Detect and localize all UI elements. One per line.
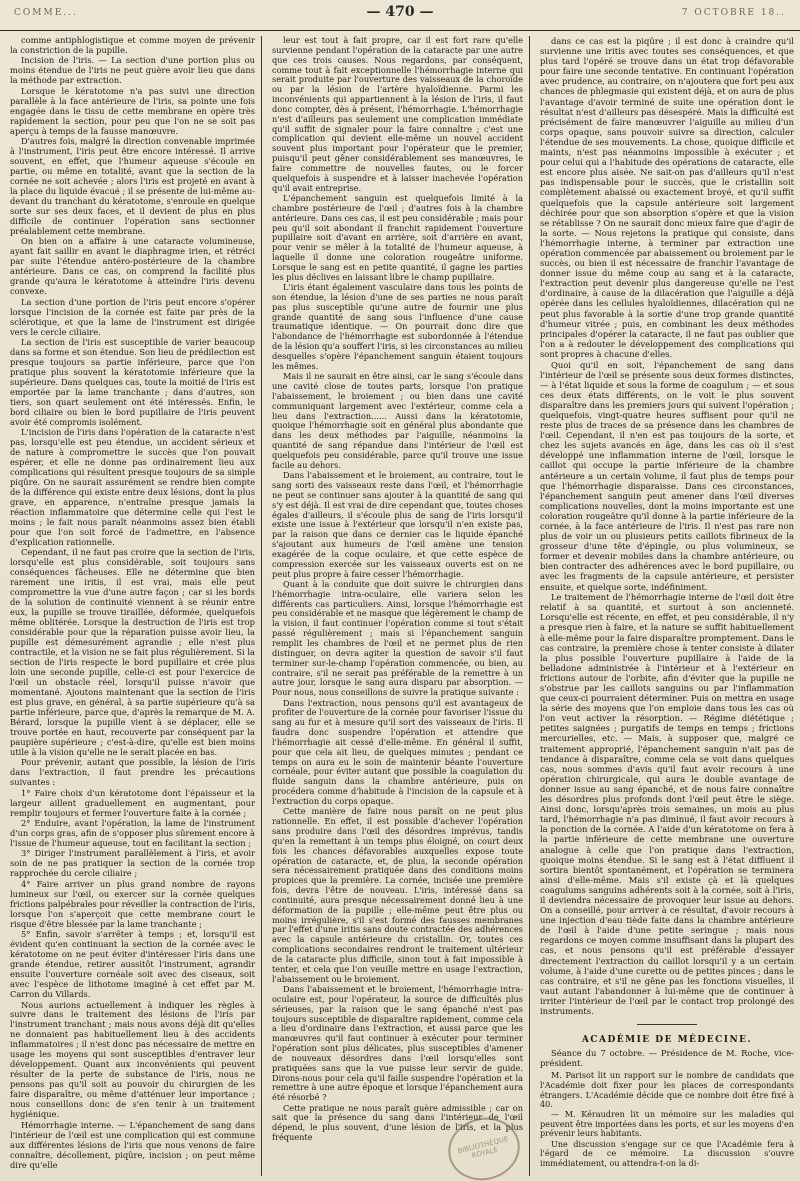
col2-paragraph: L'iris étant également vasculaire dans tous les points de son étendue, la lésion d'une de ses parties ne nous paraît pas plus susceptible qu'une autre de fournir une plus grande quantité de sang sous l'influence d'une cause traumatique identique. — On pourrait donc dire que l'abondance de l'hémorrhagie est subordonnée à l'étendue de la lésion qu'a souffert l'iris, si les circonstances au milieu desquelles s'opère l'épanchement sanguin étaient toujours les mêmes.: [272, 282, 523, 371]
col2-paragraph: Cette pratique ne nous paraît guère admissible ; car on sait que la présence du sang dans l'intérieur de l'œil dépend, le plus souvent, d'une lésion de l'iris, et la plus fréquente: [272, 1102, 523, 1143]
col3-paragraph: dans ce cas est la piqûre ; il est donc à craindre qu'il survienne une iritis avec toutes ses conséquences, et que plus tard l'opéré se trouve dans un état trop défavorable pour faire une seconde tentative. En continuant l'opération avec prudence, au contraire, on n'ajoutera que fort peu aux chances de phlegmasie qui existent déjà, et on aura de plus l'avantage d'avoir terminé de suite une opération dont le résultat n'est d'ailleurs pas désespéré. Mais la difficulté est précisément de faire manœuvrer l'aiguille au milieu d'un corps opaque, sans pouvoir suivre sa direction, calculer l'étendue de ses mouvements. La chose, quoique difficile et maints, n'est pas néanmoins impossible à exécuter ; et pour celui qui a l'habitude des opérations de cataracte, elle est encore plus aisée. Ne sait-on pas d'ailleurs qu'il n'est pas indispensable pour le succès, que le cristallin soit complètement abaissé ou exactement broyé, et qu'il suffit quelquefois que la capsule antérieure soit largement déchirée pour que son absorption s'opère et que la vision se rétablisse ? On ne saurait donc mieux faire que d'agir de la sorte. — Nous rejetons la pratique qui consiste, dans l'hémorrhagie interne, à terminer par extraction une opération commencée par abaissement ou broiement par le succès, ou bien il est nécessaire de franchir l'avantage de donner issue du même coup au sang et à la cataracte, l'extraction peut devenir plus dangereuse qu'elle ne l'est d'ordinaire, à cause de la dilacération que l'aiguille a déjà opérée dans les cellules hyaloïdiennes, dilacération qui ne peut plus favorable à la sortie d'une trop grande quantité d'humeur vitrée ; puis, en combinant les deux méthodes principales d'opérer la cataracte, il ne faut pas oublier que l'on a à redouter le développement des complications qui sont propres à chacune d'elles.: [540, 36, 794, 359]
column-2: [261, 36, 529, 1176]
section-divider: [637, 1024, 697, 1025]
col1-paragraph: 2° Enduire, avant l'opération, la lame de l'instrument d'un corps gras, afin de s'opposer plus sûrement encore à l'issue de l'humeur aqueuse, tout en facilitant la section ;: [10, 818, 255, 848]
stamp-text: BIBLIOTHÈQUE ROYALE: [456, 1134, 510, 1161]
text-columns: [0, 36, 800, 1176]
academie-item: Une discussion s'engage sur ce que l'Académie fera à l'égard de ce mémoire. La discussion s'ouvre immédiatement, ou attendra-t-on la di-: [540, 1138, 794, 1168]
col1-paragraph: La section d'une portion de l'iris peut encore s'opérer lorsque l'incision de la cornée est faite par près de la sclérotique, et que la lame de l'instrument est dirigée vers le cercle ciliaire.: [10, 296, 255, 337]
academie-item: — M. Kéraudren lit un mémoire sur les maladies qui peuvent être importées dans les ports, et sur les moyens d'en prévenir leurs habitants.: [540, 1109, 794, 1139]
col1-paragraph: 3° Diriger l'instrument parallèlement à l'iris, et avoir soin de ne pas pratiquer la section de la cornée trop rapprochée du cercle ciliaire ;: [10, 848, 255, 879]
col2-paragraph: Dans l'extraction, nous pensons qu'il est avantageux de profiter de l'ouverture de la cornée pour favoriser l'issue du sang au fur et à mesure qu'il sort des vaisseaux de l'iris. Il faudra donc suspendre l'opération et attendre que l'hémorrhagie ait cessé d'elle-même. En général il suffit, pour que cela ait lieu, de quelques minutes ; pendant ce temps on aura eu le soin de maintenir béante l'ouverture cornéale, pour éviter autant que possible la coagulation du fluide sanguin dans la chambre antérieure, puis on procédera comme d'habitude à l'incision de la capsule et à l'extraction du corps opaque.: [272, 697, 523, 806]
page-header: [0, 0, 800, 31]
col2-paragraph: Quant à la conduite que doit suivre le chirurgien dans l'hémorrhagie intra-oculaire, elle variera selon les différents cas particuliers. Ainsi, lorsque l'hémorrhagie est peu considérable et ne masque que légèrement le champ de la vision, il faut continuer l'opération comme si tout s'était passé régulièrement ; mais si l'épanchement sanguin remplit les chambres de l'œil et ne permet plus de rien distinguer, on devra agiter la question de savoir s'il faut terminer sur-le-champ l'opération commencée, ou bien, au contraire, s'il ne serait pas préférable de la remettre à un autre jour, lorsque le sang aura disparu par absorption. — Pour nous, nous conseillons de suivre la pratique suivante :: [272, 578, 523, 698]
page-number: — 470 —: [366, 4, 434, 20]
column-1: [0, 36, 261, 1176]
col1-paragraph: Nous aurions actuellement à indiquer les règles à suivre dans le traitement des lésions de l'iris par l'instrument tranchant ; mais nous avons déjà dit qu'elles ne donnaient pas habituellement lieu à des accidents inflammatoires ; il n'est donc pas nécessaire de mettre en usage les moyens qui sont susceptibles d'entraver leur développement. Quant aux inconvénients qui peuvent résulter de la perte de substance de l'iris, nous ne pensons pas qu'il soit au pouvoir du chirurgien de les faire disparaître, ou même d'atténuer leur importance ; nous conseillons donc de s'en tenir à un traitement hygiénique.: [10, 999, 255, 1120]
col3-paragraph: Quoi qu'il en soit, l'épanchement de sang dans l'intérieur de l'œil se présente sous deux formes distinctes, — à l'état liquide et sous la forme de coagulum ; — et sous ces deux états différents, on le voit le plus souvent disparaître dans les premiers jours qui suivent l'opération ; quelquefois, vingt-quatre heures suffisent pour qu'il ne reste plus de traces de sa présence dans les chambres de l'œil. Cependant, il n'en est pas toujours de la sorte, et chez les sujets avancés en âge, dans les cas où il s'est développé une inflammation interne de l'œil, lorsque le caillot qui occupe la partie inférieure de la chambre antérieure a un certain volume, il faut plus de temps pour que l'hémorrhagie disparaisse. Dans ces circonstances, l'épanchement sanguin peut amener dans l'œil diverses complications nouvelles, dont la moins importante est une coloration rougeâtre qu'il donne à la partie inférieure de la cornée, à la face antérieure de l'iris. Il n'est pas rare non plus de voir un ou plusieurs petits caillots fibrineux de la grosseur d'une tête d'épingle, ou plus volumineux, se former et devenir mobiles dans la chambre antérieure, ou bien contracter des adhérences avec le bord pupillaire, ou avec les fragments de la capsule antérieure, et persister ensuite, et quelque sorte, indéfiniment.: [540, 359, 794, 592]
seance-line: Séance du 7 octobre. — Présidence de M. Roche, vice-président.: [540, 1048, 794, 1069]
col1-paragraph: Incision de l'iris. — La section d'une portion plus ou moins étendue de l'iris ne peut guère avoir lieu que dans la méthode par extraction.: [10, 55, 255, 86]
col1-paragraph: 5° Enfin, savoir s'arrêter à temps ; et, lorsqu'il est évident qu'en continuant la section de la cornée avec le kératotome on ne peut éviter d'intéresser l'iris dans une grande étendue, retirer aussitôt l'instrument, agrandir ensuite l'ouverture cornéale soit avec des ciseaux, soit avec l'espèce de lithotome imaginé à cet effet par M. Carron du Villards.: [10, 929, 255, 1000]
col1-paragraph: comme antiphlogistique et comme moyen de prévenir la constriction de la pupille.: [10, 36, 255, 55]
col2-paragraph: Cette manière de faire nous paraît on ne peut plus rationnelle. En effet, il est possible d'achever l'opération sans produire dans l'œil des désordres imprévus, tandis qu'en la remettant à un temps plus éloigné, on court deux fois les chances défavorables auxquelles expose toute opération de cataracte, et, de plus, la seconde opération sera nécessairement pratiquée dans des conditions moins propices que la première. La cornée, incisée une première fois, devra l'être de nouveau. L'iris, intéressé dans sa continuité, aura presque nécessairement donné lieu à une déformation de la pupille ; elle-même peut être plus ou moins irrégulière, s'il s'est formé des fausses membranes par l'effet d'une iritis sans doute contractée des adhérences avec la capsule antérieure du cristallin. Or, toutes ces complications secondaires rendront le traitement ultérieur de la cataracte plus difficile, sinon tout à fait impossible à tenter, et cela que l'on veuille mettre en usage l'extraction, l'abaissement ou le broiement.: [272, 806, 523, 984]
col1-paragraph: Hémorrhagie interne. — L'épanchement de sang dans l'intérieur de l'œil est une complication qui est commune aux différentes lésions de l'iris que nous venons de faire connaître, décollement, piqûre, incision ; on peut même dire qu'elle: [10, 1119, 255, 1170]
column-3: [529, 36, 800, 1176]
academie-item: M. Parisot lit un rapport sur le nombre de candidats que l'Académie doit fixer pour les places de correspondants étrangers. L'Académie décide que ce nombre doit être fixé à 40.: [540, 1070, 794, 1110]
col2-paragraph: Mais il ne saurait en être ainsi, car le sang s'écoule dans une cavité close de toutes parts, lorsque l'on pratique l'abaissement, le broiement ; ou bien dans une cavité communiquant largement avec l'extérieur, comme cela a lieu dans l'extraction...... Aussi dans la kératotomie, quoique l'hémorrhagie soit en général plus abondante que dans les deux méthodes par l'aiguille, néanmoins la quantité de sang répandue dans l'intérieur de l'œil est quelquefois peu considérable, parce qu'il trouve une issue facile au dehors.: [272, 371, 523, 470]
header-right: 7 OCTOBRE 18..: [681, 8, 786, 18]
col1-paragraph: Lorsque le kératotome n'a pas suivi une direction parallèle à la face antérieure de l'iris, sa pointe une fois engagée dans le tissu de cette membrane en opère très rapidement la section, pour peu que l'on ne se soit pas aperçu à temps de la fausse manœuvre.: [10, 85, 255, 136]
col1-paragraph: D'autres fois, malgré la direction convenable imprimée à l'instrument, l'iris peut être encore intéressé. Il arrive souvent, en effet, que l'humeur aqueuse s'écoule en partie, ou même en totalité, avant que la section de la cornée ne soit achevée ; alors l'iris est projeté en avant à la place du liquide évacué ; il se présente de lui-même au-devant du tranchant du kératotome, s'enroule en quelque sorte sur ses deux faces, et il devient de plus en plus difficile de continuer l'opération sans sectionner préalablement cette membrane.: [10, 136, 255, 236]
col2-paragraph: Dans l'abaissement et le broiement, l'hémorrhagie intra-oculaire est, pour l'opérateur, la source de difficultés plus sérieuses, par la raison que le sang épanché n'est pas toujours susceptible de disparaître rapidement, comme cela a lieu d'ordinaire dans l'extraction, et aussi parce que les manœuvres qu'il faut continuer à exécuter pour terminer l'opération sont plus délicates, plus susceptibles d'amener de nouveaux désordres dans l'œil lorsqu'elles sont pratiquées sans que la vue puisse leur servir de guide. Dirons-nous pour cela qu'il faille suspendre l'opération et la remettre à une autre époque et lorsque l'épanchement aura été résorbé ?: [272, 984, 523, 1103]
col1-paragraph: On bien on a affaire à une cataracte volumineuse, ayant fait saillir en avant le diaphragme irien, et rétréci par suite l'étendue antéro-postérieure de la chambre antérieure. Dans ce cas, on comprend la facilité plus grande qu'aura le kératotome à atteindre l'iris devenu convexe.: [10, 236, 255, 297]
column-3-body: [540, 36, 794, 1016]
col1-paragraph: 4° Faire arriver un plus grand nombre de rayons lumineux sur l'œil, ou exercer sur la cornée quelques frictions palpébrales pour réveiller la contraction de l'iris, lorsque l'on s'aperçoit que cette membrane court le risque d'être blessée par la lame tranchante ;: [10, 878, 255, 929]
col1-paragraph: L'incision de l'iris dans l'opération de la cataracte n'est pas, lorsqu'elle est peu étendue, un accident sérieux et de nature à compromettre le succès que l'on pouvait espérer, et elle ne donne pas ordinairement lieu aux complications qui résultent presque toujours de sa simple piqûre. On ne saurait assurément se rendre bien compte de la différence qui existe entre deux lésions, dont la plus grave, en apparence, n'entraîne presque jamais la réaction inflammatoire que détermine celle qui l'est le moins ; le fait nous paraît néanmoins assez bien établi pour que l'on soit forcé de l'admettre, en l'absence d'explication rationnelle.: [10, 427, 255, 547]
col1-paragraph: La section de l'iris est susceptible de varier beaucoup dans sa forme et son étendue. Son lieu de prédilection est presque toujours sa partie inférieure, parce que l'on pratique plus souvent la kératotomie inférieure que la supérieure. Dans quelques cas, toute la moitié de l'iris est emportée par la lame tranchante ; dans d'autres, son tiers, son quart seulement ont été intéressés. Enfin, le bord ciliaire ou bien le bord pupillaire de l'iris peuvent avoir été compromis isolément.: [10, 337, 255, 427]
header-left: COMME...: [14, 8, 78, 18]
academie-title: ACADÉMIE DE MÉDECINE.: [581, 1035, 753, 1046]
academie-items: [540, 1071, 794, 1168]
col3-paragraph: Le traitement de l'hémorrhagie interne de l'œil doit être relatif à sa quantité, et surtout à son ancienneté. Lorsqu'elle est récente, en effet, et peu considérable, il n'y a presque rien à faire, et la nature se suffit habituellement à elle-même pour la faire disparaître promptement. Dans le cas contraire, la première chose à tenter consiste à dilater la plus possible l'ouverture pupillaire à l'aide de la belladone administrée à l'intérieur et à l'extérieur en frictions autour de l'orbite, afin d'éviter que la pupille ne s'obstrue par les caillots sanguins ou par l'inflammation que ceux-ci pourraient déterminer. Puis on mettra en usage la série des moyens que l'on emploie dans tous les cas où l'on veut activer la résorption. — Régime diététique ; petites saignées ; purgatifs de temps en temps ; frictions mercurielles, etc. — Mais, à supposer que, malgré ce traitement approprié, l'épanchement sanguin n'ait pas de tendance à disparaître, comme cela se voit dans quelques cas, nous sommes d'avis qu'il faut avoir recours à une opération chirurgicale, qui aura le double avantage de donner issue au sang épanché, et de nous faire connaître les désordres plus profonds dont l'œil peut être le siège. Ainsi donc, lorsqu'après trois semaines, un mois au plus tard, l'hémorrhagie n'a pas diminué, il faut avoir recours à la ponction de la cornée. A l'aide d'un kératotome on fera à la partie inférieure de cette membrane une ouverture analogue à celle que l'on pratique dans l'extraction, quoique moins étendue. Si le sang est à l'état diffluent il sortira bientôt spontanément, et l'opération se terminera ainsi d'elle-même. Mais s'il existe çà et là quelques coagulums sanguins adhérents soit à la cornée, soit à l'iris, il deviendra nécessaire de provoquer leur issue au dehors. On a conseillé, pour arriver à ce résultat, d'avoir recours à une injection d'eau tiède faite dans la chambre antérieure de l'œil à l'aide d'une petite seringue ; mais nous regardons ce moyen comme insuffisant dans la plupart des cas, et nous pensons qu'il est préférable d'essayer directement l'extraction du caillot lorsqu'il y a un certain volume, à l'aide d'une curette ou de petites pinces ; dans le cas contraire, et s'il ne gêne pas les fonctions visuelles, il vaut autant l'abandonner à lui-même que de continuer à irriter l'intérieur de l'œil par le contact trop prolongé des instruments.: [540, 592, 794, 1016]
col2-paragraph: Dans l'abaissement et le broiement, au contraire, tout le sang sorti des vaisseaux reste dans l'œil, et l'hémorrhagie ne peut se continuer sans ajouter à la quantité de sang qui s'y est déjà. Il est vrai de dire cependant que, toutes choses égales d'ailleurs, il s'écoule plus de sang de l'iris lorsqu'il existe une issue à l'extérieur que lorsqu'il n'en existe pas, par la raison que dans ce dernier cas le liquide épanché s'ajoutant aux humeurs de l'œil amène une tension exagérée de la coque oculaire, et que cette espèce de compression exercée sur les vaisseaux ouverts est on ne peut plus propre à faire cesser l'hémorrhagie.: [272, 470, 523, 579]
col2-paragraph: leur est tout à fait propre, car il est fort rare qu'elle survienne pendant l'opération de la cataracte par une autre que ces trois causes. Nous regardons, par conséquent, comme tout à fait exceptionnelle l'hémorrhagie interne qui serait produite par l'ouverture des vaisseaux de la choroïde ou par la lésion de l'artère hyaloïdienne. Parmi les inconvénients qui appartiennent à la lésion de l'iris, il faut donc compter, dès à présent, l'hémorrhagie. L'hémorrhagie n'est d'ailleurs pas seulement une complication immédiate qu'il suffit de signaler pour la faire connaître ; c'est une complication qui devient elle-même un nouvel accident souvent plus important pour l'opérateur que le premier, puisqu'il peut gêner considérablement ses manœuvres, le faire commettre de nouvelles fautes, ou le forcer quelquefois à suspendre et à laisser inachevée l'opération qu'il avait entreprise.: [272, 36, 523, 193]
col1-paragraph: Cependant, il ne faut pas croire que la section de l'iris, lorsqu'elle est plus considérable, soit toujours sans conséquences fâcheuses. Elle ne détermine que bien rarement une iritis, il est vrai, mais elle peut compromettre la vue d'une autre façon ; car si les bords de la solution de continuité viennent à se réunir entre eux, la pupille se trouve tiraillée, déformée, quelquefois même oblitérée. Lorsque la destruction de l'iris est trop considérable pour que la réparation puisse avoir lieu, la pupille est démesurément agrandie ; elle n'est plus contractile, et la vision ne se fait plus régulièrement. Si la section de l'iris respecte le bord pupillaire et crée plus loin une seconde pupille, celle-ci est pour l'exercice de l'œil un obstacle réel, lorsqu'il puisse n'avoir que momentané. Ajoutons maintenant que la section de l'iris est plus grave, en général, à sa partie supérieure qu'à sa partie inférieure, parce que, d'après la remarque de M. A. Bérard, lorsque la pupille vient à se déplacer, elle se trouve portée en haut, recouverte par conséquent par la paupière supérieure ; c'est-à-dire, qu'elle est bien moins utile à la vision qu'elle ne le serait placée en bas.: [10, 547, 255, 757]
col1-paragraph: Pour prévenir, autant que possible, la lésion de l'iris dans l'extraction, il faut prendre les précautions suivantes :: [10, 757, 255, 788]
col2-paragraph: L'épanchement sanguin est quelquefois limité à la chambre postérieure de l'œil ; d'autres fois à la chambre antérieure. Dans ces cas, il est peu considérable ; mais pour peu qu'il soit abondant il franchit rapidement l'ouverture pupillaire soit d'avant en arrière, soit d'arrière en avant, pour venir se mêler à la totalité de l'humeur aqueuse, à laquelle il donne une coloration rougeâtre uniforme. Lorsque le sang est en petite quantité, il gagne les parties les plus déclives en laissant libre le champ pupillaire.: [272, 193, 523, 282]
col1-paragraph: 1° Faire choix d'un kératotome dont l'épaisseur et la largeur aillent graduellement en augmentant, pour remplir toujours et fermer l'ouverture faite à la cornée ;: [10, 787, 255, 818]
